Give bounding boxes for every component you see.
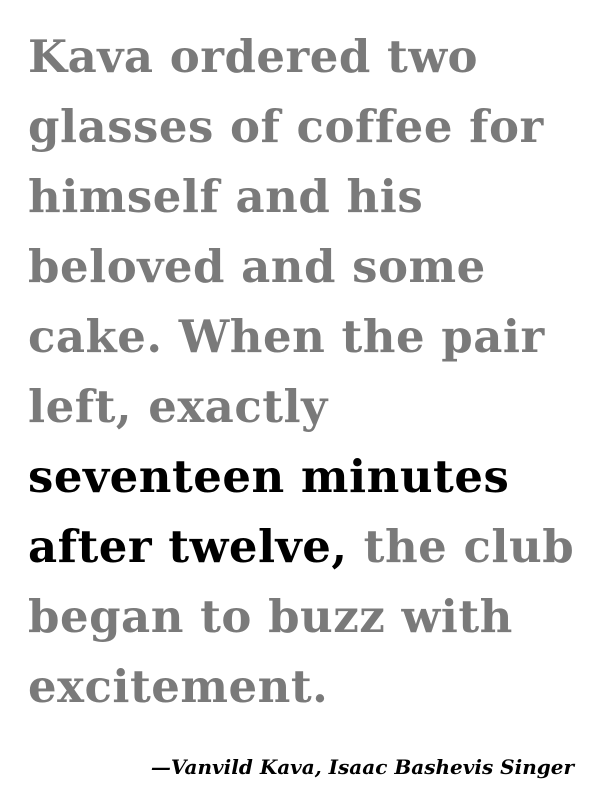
- quote-text-before: Kava ordered two glasses of coffee for himself and his beloved and some cake. When the pair left, exactly: [28, 30, 545, 433]
- quote-attribution: —Vanvild Kava, Isaac Bashevis Singer: [150, 755, 574, 779]
- quote-text-emphasis: seventeen minutes after twelve,: [28, 450, 510, 573]
- quote-block: [28, 22, 588, 722]
- quote-text-after: the club began to buzz with excitement.: [28, 520, 575, 713]
